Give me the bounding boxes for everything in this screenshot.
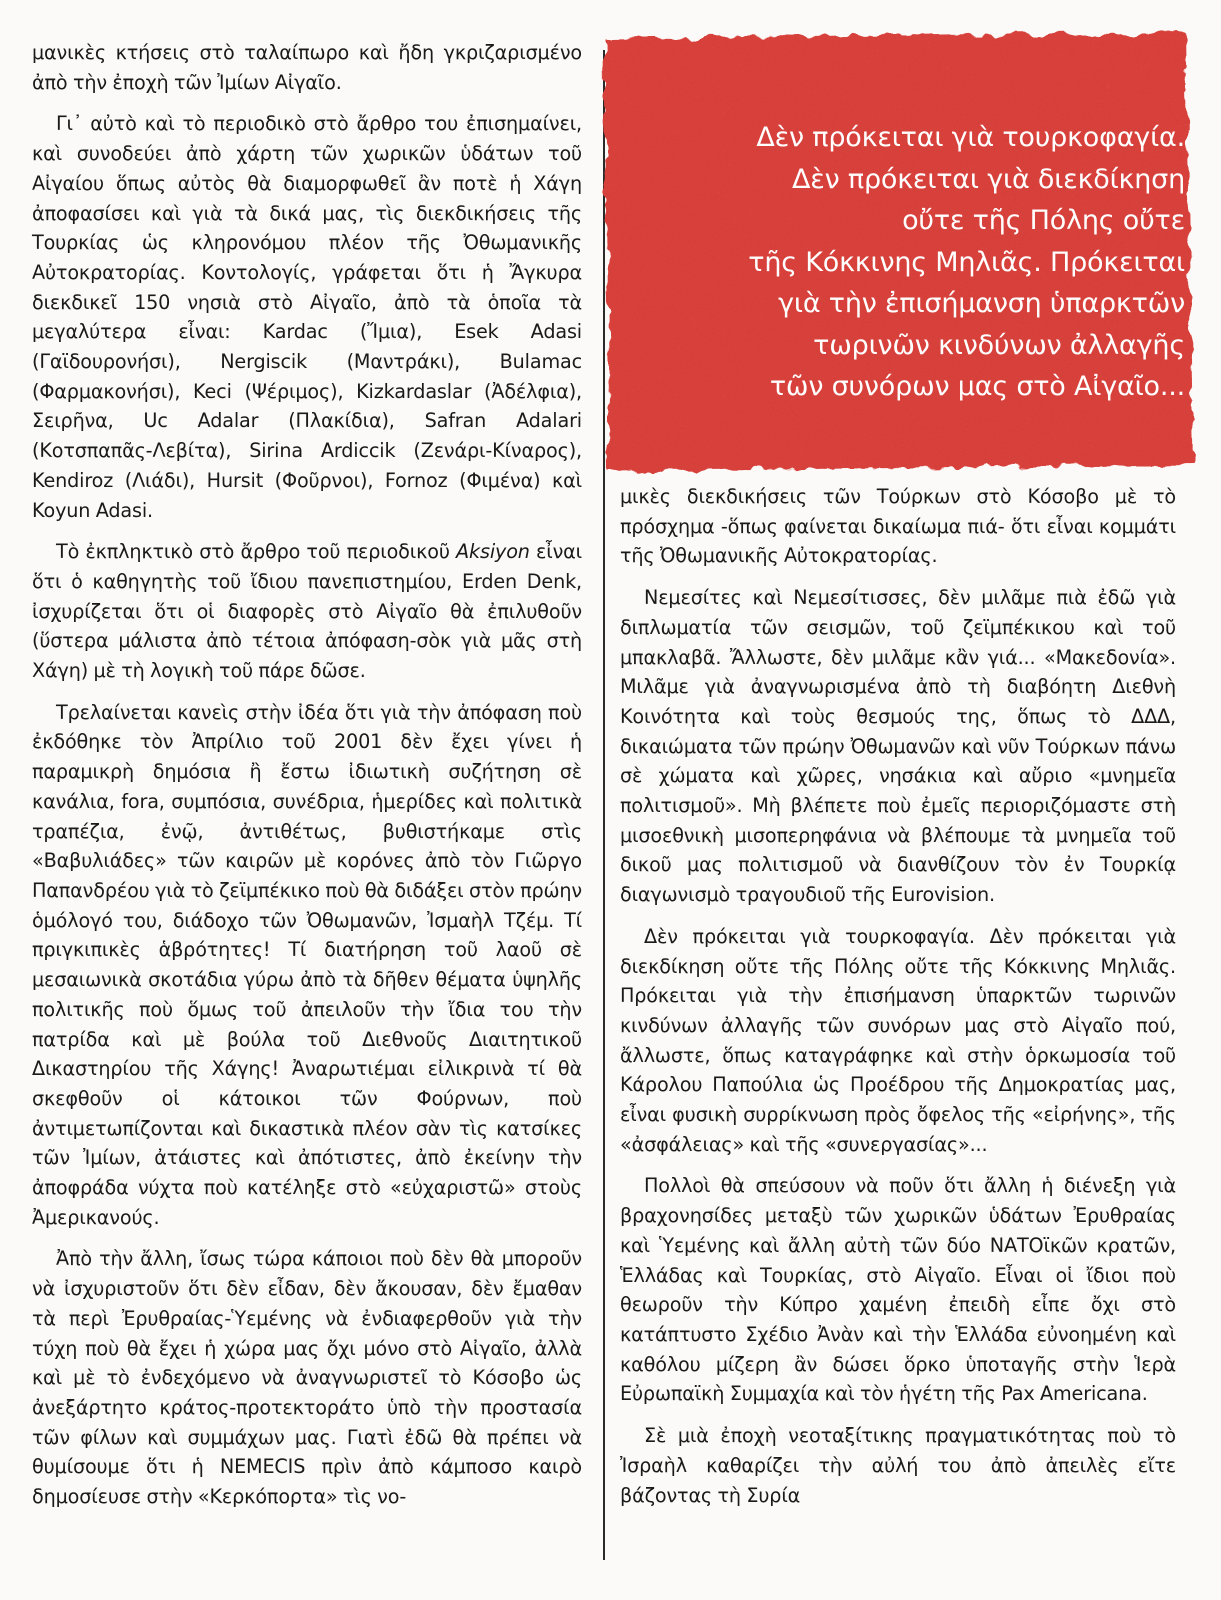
left-paragraph-5: Ἀπὸ τὴν ἄλλη, ἴσως τώρα κάποιοι ποὺ δὲν θὰ μποροῦν νὰ ἰσχυριστοῦν ὅτι δὲν εἶδαν, δὲν ἄκουσαν, δὲν ἔμαθαν τὰ περὶ Ἐρυθραίας-Ὑεμένης νὰ ἐνδιαφερθοῦν γιὰ τὴν τύχη ποὺ θὰ ἔχει ἡ χώρα μας ὄχι μόνο στὸ Αἰγαῖο, ἀλλὰ καὶ μὲ τὸ ἐνδεχόμενο νὰ ἀναγνωριστεῖ τὸ Κόσοβο ὡς ἀνεξάρτητο κράτος-προτεκτοράτο ὑπὸ τὴν προστασία τῶν φίλων καὶ συμμάχων μας. Γιατὶ ἐδῶ θὰ πρέπει νὰ θυμίσουμε ὅτι ἡ NEMECIS πρὶν ἀπὸ κάμποσο καιρὸ δημοσίευσε στὴν «Κερκόπορτα» τὶς νο- [32, 1247, 582, 1509]
callout-line: γιὰ τὴν ἐπισήμανση ὑπαρκτῶν [778, 288, 1185, 319]
left-paragraph-3 [32, 537, 582, 686]
callout-line: Δὲν πρόκειται γιὰ διεκδίκηση [791, 163, 1185, 195]
left-paragraph-1: μανικὲς κτήσεις στὸ ταλαίπωρο καὶ ἤδη γκριζαρισμένο ἀπὸ τὴν ἐποχὴ τῶν Ἰμίων Αἰγαῖο. [32, 41, 582, 94]
left-paragraph-3-start: Τὸ ἐκπληκτικὸ στὸ ἄρθρο τοῦ περιοδικοῦ [56, 540, 457, 564]
callout-line: τῆς Κόκκινης Μηλιᾶς. Πρόκειται [748, 246, 1185, 278]
callout-line: τωρινῶν κινδύνων ἀλλαγῆς [813, 329, 1185, 361]
right-paragraph-3: Δὲν πρόκειται γιὰ τουρκοφαγία. Δὲν πρόκειται γιὰ διεκδίκηση οὔτε τῆς Πόλης οὔτε τῆς Κόκκινης Μηλιᾶς. Πρόκειται γιὰ τὴν ἐπισήμανση ὑπαρκτῶν τωρινῶν κινδύνων ἀλλαγῆς τῶν συνόρων μας στὸ Αἰγαῖο πού, ἄλλωστε, ὅπως καταγράφηκε καὶ στὴν ὁρκωμοσία τοῦ Κάρολου Παπούλια ὡς Προέδρου τῆς Δημοκρατίας μας, εἶναι φυσικὴ συρρίκνωση πρὸς ὄφελος τῆς «εἰρήνης», τῆς «ἀσφάλειας» καὶ τῆς «συνεργασίας»... [620, 924, 1176, 1156]
callout-line: οὔτε τῆς Πόλης οὔτε [902, 205, 1185, 236]
right-paragraph-5: Σὲ μιὰ ἐποχὴ νεοταξίτικης πραγματικότητας ποὺ τὸ Ἰσραὴλ καθαρίζει τὴν αὐλή του ἀπὸ ἀπειλὲς εἴτε βάζοντας τὴ Συρία [620, 1424, 1176, 1507]
right-paragraph-1: μικὲς διεκδικήσεις τῶν Τούρκων στὸ Κόσοβο μὲ τὸ πρόσχημα -ὅπως φαίνεται δικαίωμα πιά- ὅτι εἶναι κομμάτι τῆς Ὀθωμανικῆς Αὐτοκρατορίας. [620, 485, 1176, 568]
right-paragraph-4: Πολλοὶ θὰ σπεύσουν νὰ ποῦν ὅτι ἄλλη ἡ διένεξη γιὰ βραχονησίδες μεταξὺ τῶν χωρικῶν ὑδάτων Ἐρυθραίας καὶ Ὑεμένης καὶ ἄλλη αὐτὴ τῶν δύο ΝΑΤΟϊκῶν κρατῶν, Ἑλλάδας καὶ Τουρκίας, στὸ Αἰγαῖο. Εἶναι οἱ ἴδιοι ποὺ θεωροῦν τὴν Κύπρο χαμένη ἐπειδὴ εἶπε ὄχι στὸ κατάπτυστο Σχέδιο Ἀνὰν καὶ τὴν Ἑλλάδα εὐνοημένη καὶ καθόλου μίζερη ἂν δώσει ὅρκο ὑποταγῆς στὴν Ἱερὰ Εὐρωπαϊκὴ Συμμαχία καὶ τὸν ἡγέτη τῆς Pax Americana. [620, 1174, 1176, 1406]
callout-line: τῶν συνόρων μας στὸ Αἰγαῖο... [769, 371, 1185, 402]
left-paragraph-4: Τρελαίνεται κανεὶς στὴν ἰδέα ὅτι γιὰ τὴν ἀπόφαση ποὺ ἐκδόθηκε τὸν Ἀπρίλιο τοῦ 2001 δὲν ἔχει γίνει ἡ παραμικρὴ δημόσια ἢ ἔστω ἰδιωτικὴ συζήτηση σὲ κανάλια, fora, συμπόσια, συνέδρια, ἡμερίδες καὶ πολιτικὰ τραπέζια, ἐνῷ, ἀντιθέτως, βυθιστήκαμε στὶς «Βαβυλιάδες» τῶν καιρῶν μὲ κορόνες ἀπὸ τὸν Γιῶργο Παπανδρέου γιὰ τὸ ζεϊμπέκικο ποὺ θὰ διδάξει στὸν πρώην ὁμόλογό του, διάδοχο τῶν Ὀθωμανῶν, Ἰσμαὴλ Τζέμ. Τί πριγκιπικὲς ἁβρότητες! Τί διατήρηση τοῦ λαοῦ σὲ μεσαιωνικὰ σκοτάδια γύρω ἀπὸ τὰ δῆθεν θέματα ὑψηλῆς πολιτικῆς ποὺ ὅμως τοῦ ἀπειλοῦν τὴν ἴδια του τὴν πατρίδα καὶ μὲ βούλα τοῦ Διεθνοῦς Διαιτητικοῦ Δικαστηρίου τῆς Χάγης! Ἀναρωτιέμαι εἰλικρινὰ τί θὰ σκεφθοῦν οἱ κάτοικοι τῶν Φούρνων, ποὺ ἀντιμετωπίζονται καὶ δικαστικὰ πλέον σὰν τὶς κατσίκες τῶν Ἰμίων, ἀτάιστες καὶ ἀπότιστες, ἀπὸ ἐκείνην τὴν ἀποφράδα νύχτα ποὺ κατέληξε στὸ «εὐχαριστῶ» στοὺς Ἀμερικανούς. [32, 700, 582, 1229]
right-paragraph-2: Νεμεσίτες καὶ Νεμεσίτισσες, δὲν μιλᾶμε πιὰ ἐδῶ γιὰ διπλωματία τῶν σεισμῶν, τοῦ ζεϊμπέκικου καὶ τοῦ μπακλαβᾶ. Ἄλλωστε, δὲν μιλᾶμε κἂν γιά... «Μακεδονία». Μιλᾶμε γιὰ ἀναγνωρισμένα ἀπὸ τὴ διαβόητη Διεθνὴ Κοινότητα καὶ τοὺς θεσμούς της, ὅπως τὸ ΔΔΔ, δικαιώματα τῶν πρώην Ὀθωμανῶν καὶ νῦν Τούρκων πάνω σὲ χώματα καὶ χῶρες, νησάκια καὶ αὔριο «μνημεῖα πολιτισμοῦ». Μὴ βλέπετε ποὺ ἐμεῖς περιοριζόμαστε στὴ μισοεθνικὴ μισοπερηφάνια νὰ βλέπουμε τὰ μνημεῖα τοῦ δικοῦ μας πολιτισμοῦ νὰ διανθίζουν τὸν ἐν Τουρκίᾳ διαγωνισμὸ τραγουδιοῦ τῆς Eurovision. [620, 586, 1176, 907]
right-column [620, 482, 1176, 1522]
left-paragraph-3-end: εἶναι ὅτι ὁ καθηγητὴς τοῦ ἴδιου πανεπιστημίου, Erden Denk, ἰσχυρίζεται ὅτι οἱ διαφορὲς στὸ Αἰγαῖο θὰ ἐπιλυθοῦν (ὕστερα μάλιστα ἀπὸ τέτοια ἀπόφαση-σὸκ γιὰ μᾶς στὴ Χάγη) μὲ τὴ λογικὴ τοῦ πάρε δῶσε. [32, 540, 583, 683]
left-paragraph-2: Γι᾽ αὐτὸ καὶ τὸ περιοδικὸ στὸ ἄρθρο του ἐπισημαίνει, καὶ συνοδεύει ἀπὸ χάρτη τῶν χωρικῶν ὑδάτων τοῦ Αἰγαίου ὅπως αὐτὸς θὰ διαμορφωθεῖ ἂν ποτὲ ἡ Χάγη ἀποφασίσει καὶ γιὰ τὰ δικά μας, τὶς διεκδικήσεις τῆς Τουρκίας ὡς κληρονόμου πλέον τῆς Ὀθωμανικῆς Αὐτοκρατορίας. Κοντολογίς, γράφεται ὅτι ἡ Ἄγκυρα διεκδικεῖ 150 νησιὰ στὸ Αἰγαῖο, ἀπὸ τὰ ὁποῖα τὰ μεγαλύτερα εἶναι: Kardac (Ἴμια), Esek Adasi (Γαϊδουρονήσι), Nergiscik (Μαντράκι), Bulamac (Φαρμακονήσι), Keci (Ψέριμος), Kizkardaslar (Ἀδέλφια), Σειρῆνα, Uc Adalar (Πλακίδια), Safran Adalari (Κοτσπαπᾶς-Λεβίτα), Sirina Ardiccik (Ζενάρι-Κίναρος), Kendiroz (Λιάδι), Hursit (Φοῦρνοι), Fornoz (Φιμένα) καὶ Koyun Adasi. [32, 112, 582, 522]
magazine-name: Aksiyon [456, 540, 530, 564]
callout-line: Δὲν πρόκειται γιὰ τουρκοφαγία. [756, 122, 1185, 153]
pull-quote-callout [595, 25, 1200, 477]
left-column [32, 38, 582, 1524]
callout-text [625, 117, 1185, 408]
